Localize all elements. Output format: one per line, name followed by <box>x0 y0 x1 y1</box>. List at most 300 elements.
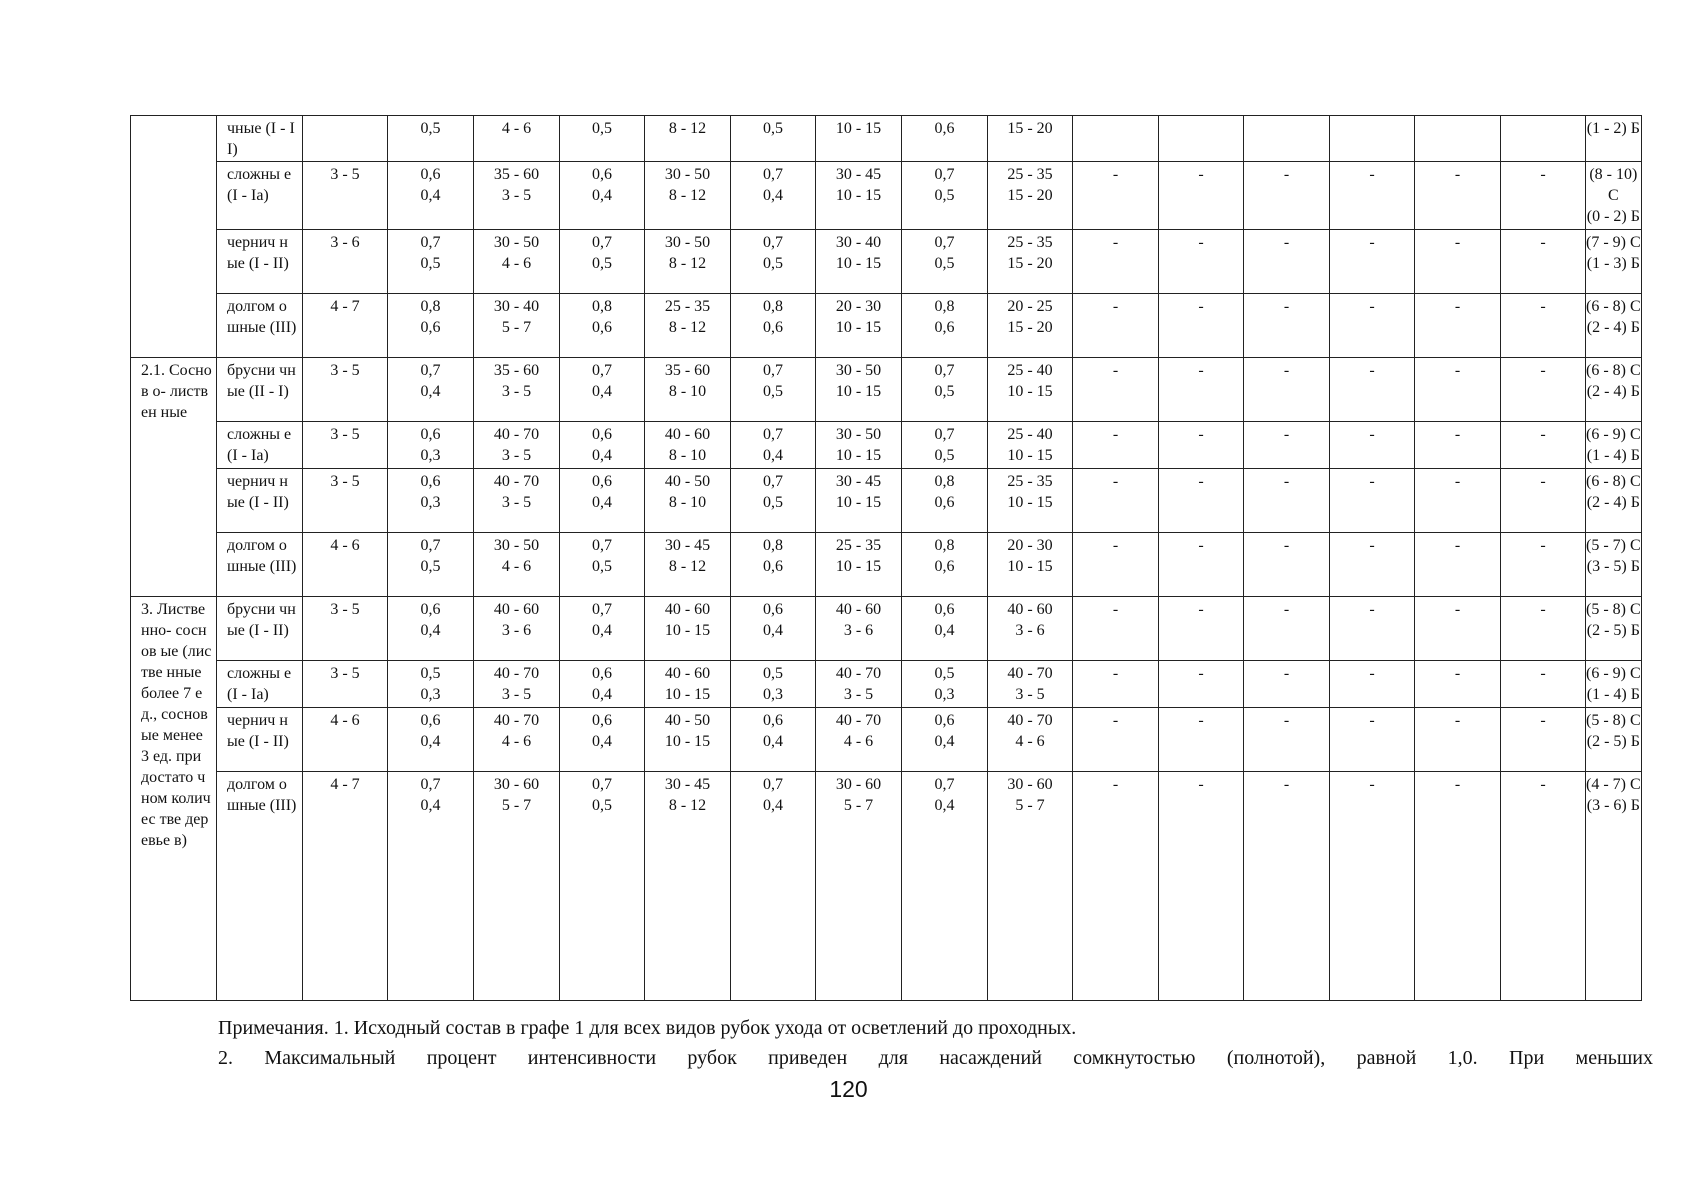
dash-cell <box>1073 116 1159 162</box>
dash-cell: - <box>1501 661 1586 708</box>
value-cell-line: 10 - 15 <box>1007 447 1053 464</box>
dash-cell: - <box>1244 294 1330 358</box>
value-cell-line: 0,4 <box>763 797 783 814</box>
dash-cell: - <box>1073 661 1159 708</box>
value-cell-line: 5 - 7 <box>843 797 874 814</box>
value-cell-line: 35 - 60 <box>493 166 540 183</box>
dash-cell: - <box>1330 162 1415 230</box>
value-cell <box>388 597 474 661</box>
value-cell-line: 0,7 <box>420 537 441 554</box>
dash-cell: - <box>1159 294 1244 358</box>
value-cell <box>560 772 645 1001</box>
value-cell-line: 30 - 45 <box>664 776 711 793</box>
value-cell-line: 0,5 <box>420 665 441 682</box>
value-cell <box>988 358 1073 422</box>
value-cell-line: 0,5 <box>934 255 955 272</box>
value-cell-line: 0,4 <box>763 622 783 639</box>
value-cell <box>474 708 560 772</box>
dash-cell: - <box>1501 358 1586 422</box>
dash-cell: - <box>1330 661 1415 708</box>
value-cell-line: 3 - 5 <box>501 383 532 400</box>
forest-type-cell: чные (I - II) <box>217 116 303 162</box>
value-cell <box>902 533 988 597</box>
composition-line: (2 - 4) Б <box>1586 494 1640 511</box>
value-cell <box>560 116 645 162</box>
value-cell <box>816 597 902 661</box>
value-cell <box>303 116 388 162</box>
value-cell-line: 3 - 6 <box>501 622 532 639</box>
value-cell-line: 0,4 <box>420 383 441 400</box>
dash-cell <box>1159 116 1244 162</box>
forest-type-cell: чернич ные (I - II) <box>217 708 303 772</box>
composition-line: (1 - 4) Б <box>1586 686 1640 703</box>
forest-type-cell: долгом ошные (III) <box>217 772 303 1001</box>
value-cell <box>388 230 474 294</box>
table-row <box>131 230 1642 294</box>
value-cell-line: 35 - 60 <box>664 362 711 379</box>
value-cell <box>988 597 1073 661</box>
value-cell-line: 30 - 60 <box>493 776 540 793</box>
value-cell-line: 0,4 <box>763 447 783 464</box>
group-label-cell: 2.1. Соснов о- листвен ные <box>131 358 217 597</box>
value-cell-line: 0,6 <box>934 712 955 729</box>
value-cell-line: 4 - 6 <box>501 733 532 750</box>
value-cell <box>731 597 816 661</box>
dash-cell <box>1501 116 1586 162</box>
value-cell-line: 0,4 <box>763 187 783 204</box>
composition-cell <box>1586 533 1642 597</box>
value-cell-line: 0,6 <box>592 166 612 183</box>
value-cell-line: 0,4 <box>592 447 612 464</box>
value-cell-line: 0,7 <box>592 234 612 251</box>
value-cell-line: 0,4 <box>592 622 612 639</box>
dash-cell: - <box>1415 661 1501 708</box>
value-cell: 3 - 5 <box>303 661 388 708</box>
value-cell-line: 0,7 <box>420 234 441 251</box>
value-cell <box>645 358 731 422</box>
value-cell-line: 0,6 <box>934 601 955 618</box>
table-row <box>131 469 1642 533</box>
value-cell-line: 30 - 50 <box>835 362 882 379</box>
composition-line: (1 - 3) Б <box>1586 255 1640 272</box>
value-cell-line: 0,5 <box>763 665 783 682</box>
value-cell-line: 20 - 30 <box>1007 537 1053 554</box>
value-cell-line: 40 - 60 <box>1007 601 1053 618</box>
value-cell <box>988 469 1073 533</box>
value-cell <box>645 661 731 708</box>
composition-line: (4 - 7) С <box>1586 776 1641 793</box>
value-cell-line: 0,8 <box>592 298 612 315</box>
value-cell-line: 10 - 15 <box>1007 383 1053 400</box>
dash-cell: - <box>1159 661 1244 708</box>
dash-cell: - <box>1244 469 1330 533</box>
value-cell <box>560 533 645 597</box>
composition-line: (3 - 6) Б <box>1586 797 1640 814</box>
value-cell-line: 30 - 50 <box>664 234 711 251</box>
table-row <box>131 597 1642 661</box>
dash-cell: - <box>1415 294 1501 358</box>
value-cell: 3 - 5 <box>303 469 388 533</box>
value-cell-line: 0,7 <box>592 362 612 379</box>
dash-cell: - <box>1073 230 1159 294</box>
value-cell-line: 0,3 <box>934 686 955 703</box>
forest-type-cell: сложны е (I - Ia) <box>217 162 303 230</box>
value-cell <box>388 294 474 358</box>
value-cell-line: 35 - 60 <box>493 362 540 379</box>
forest-type-cell: брусни чные (I - II) <box>217 597 303 661</box>
composition-line: (6 - 8) С <box>1586 298 1641 315</box>
value-cell <box>645 294 731 358</box>
composition-line: (5 - 7) С <box>1586 537 1641 554</box>
value-cell: 3 - 5 <box>303 162 388 230</box>
value-cell-line: 8 - 12 <box>668 797 707 814</box>
dash-cell: - <box>1159 162 1244 230</box>
value-cell-line: 30 - 50 <box>835 426 882 443</box>
value-cell-line: 0,7 <box>763 426 783 443</box>
dash-cell: - <box>1330 358 1415 422</box>
value-cell-line: 3 - 5 <box>843 686 874 703</box>
value-cell-line: 0,4 <box>934 733 955 750</box>
table-row <box>131 116 1642 162</box>
value-cell-line: 0,6 <box>592 473 612 490</box>
value-cell-line: 0,4 <box>592 187 612 204</box>
value-cell-line: 3 - 5 <box>501 187 532 204</box>
value-cell: 4 - 7 <box>303 772 388 1001</box>
value-cell-line: 0,5 <box>763 255 783 272</box>
dash-cell: - <box>1501 533 1586 597</box>
value-cell-line: 4 - 6 <box>501 255 532 272</box>
value-cell-line: 40 - 70 <box>493 473 540 490</box>
value-cell-line: 25 - 35 <box>1007 234 1053 251</box>
value-cell-line: 0,5 <box>420 255 441 272</box>
value-cell-line: 0,6 <box>763 319 783 336</box>
value-cell <box>816 230 902 294</box>
composition-line: С <box>1607 187 1619 204</box>
dash-cell: - <box>1159 772 1244 1001</box>
value-cell-line: 0,6 <box>763 712 783 729</box>
value-cell-line: 0,5 <box>763 120 783 137</box>
value-cell <box>388 162 474 230</box>
dash-cell: - <box>1415 422 1501 469</box>
value-cell <box>816 708 902 772</box>
value-cell-line: 0,7 <box>934 776 955 793</box>
forest-type-cell: долгом ошные (III) <box>217 294 303 358</box>
value-cell-line: 4 - 6 <box>1015 733 1045 750</box>
value-cell-line: 30 - 40 <box>493 298 540 315</box>
dash-cell: - <box>1159 597 1244 661</box>
value-cell-line: 30 - 60 <box>835 776 882 793</box>
value-cell: 3 - 5 <box>303 358 388 422</box>
value-cell-line: 40 - 70 <box>493 426 540 443</box>
composition-cell <box>1586 469 1642 533</box>
value-cell-line: 15 - 20 <box>1007 255 1053 272</box>
value-cell-line: 0,3 <box>420 494 441 511</box>
value-cell: 3 - 5 <box>303 597 388 661</box>
dash-cell: - <box>1244 162 1330 230</box>
value-cell-line: 40 - 70 <box>835 665 882 682</box>
value-cell-line: 0,4 <box>420 797 441 814</box>
value-cell-line: 15 - 20 <box>1007 120 1053 137</box>
value-cell <box>560 162 645 230</box>
value-cell <box>645 230 731 294</box>
value-cell <box>645 162 731 230</box>
value-cell-line: 25 - 35 <box>1007 473 1053 490</box>
note-2: 2. Максимальный процент интенсивности рубок приведен для насаждений сомкнутостью (полнотой), равной 1,0. При меньших <box>218 1047 1653 1069</box>
value-cell <box>902 422 988 469</box>
value-cell <box>645 597 731 661</box>
composition-cell <box>1586 116 1642 162</box>
dash-cell: - <box>1244 772 1330 1001</box>
value-cell <box>731 533 816 597</box>
value-cell-line: 0,7 <box>763 362 783 379</box>
value-cell-line: 3 - 6 <box>843 622 874 639</box>
value-cell <box>474 422 560 469</box>
composition-cell <box>1586 597 1642 661</box>
value-cell-line: 0,6 <box>420 319 441 336</box>
value-cell-line: 0,5 <box>592 255 612 272</box>
value-cell-line: 10 - 15 <box>664 686 711 703</box>
value-cell-line: 0,6 <box>592 319 612 336</box>
value-cell-line: 0,6 <box>934 494 955 511</box>
dash-cell: - <box>1415 230 1501 294</box>
dash-cell: - <box>1330 772 1415 1001</box>
value-cell <box>902 597 988 661</box>
value-cell <box>388 469 474 533</box>
value-cell <box>731 469 816 533</box>
value-cell-line: 8 - 12 <box>668 120 707 137</box>
value-cell-line: 0,3 <box>763 686 783 703</box>
value-cell-line: 8 - 12 <box>668 187 707 204</box>
value-cell-line: 30 - 45 <box>664 537 711 554</box>
composition-cell <box>1586 661 1642 708</box>
value-cell <box>388 772 474 1001</box>
value-cell-line: 30 - 50 <box>493 537 540 554</box>
dash-cell: - <box>1415 772 1501 1001</box>
forest-type-cell: чернич ные (I - II) <box>217 230 303 294</box>
value-cell-line: 0,5 <box>934 447 955 464</box>
value-cell <box>645 116 731 162</box>
dash-cell <box>1244 116 1330 162</box>
value-cell-line: 0,4 <box>592 686 612 703</box>
dash-cell <box>1415 116 1501 162</box>
value-cell <box>988 162 1073 230</box>
value-cell-line: 0,5 <box>592 558 612 575</box>
composition-line: (7 - 9) С <box>1586 234 1641 251</box>
composition-cell <box>1586 708 1642 772</box>
value-cell <box>645 708 731 772</box>
value-cell-line: 0,4 <box>592 494 612 511</box>
value-cell-line: 4 - 6 <box>501 120 532 137</box>
value-cell-line: 30 - 40 <box>835 234 882 251</box>
value-cell-line: 0,8 <box>763 298 783 315</box>
value-cell <box>645 772 731 1001</box>
value-cell-line: 0,4 <box>420 733 441 750</box>
value-cell <box>988 294 1073 358</box>
dash-cell: - <box>1415 358 1501 422</box>
value-cell <box>902 661 988 708</box>
dash-cell <box>1330 116 1415 162</box>
dash-cell: - <box>1415 162 1501 230</box>
value-cell-line: 0,6 <box>934 558 955 575</box>
value-cell-line: 40 - 50 <box>664 473 711 490</box>
value-cell-line: 10 - 15 <box>835 383 882 400</box>
value-cell <box>731 116 816 162</box>
value-cell-line: 5 - 7 <box>501 797 532 814</box>
dash-cell: - <box>1159 230 1244 294</box>
value-cell-line: 0,4 <box>934 622 955 639</box>
notes <box>218 1013 1653 1073</box>
table-row <box>131 358 1642 422</box>
value-cell-line: 0,7 <box>763 473 783 490</box>
value-cell <box>816 772 902 1001</box>
value-cell-line: 0,7 <box>934 234 955 251</box>
value-cell-line: 0,6 <box>592 665 612 682</box>
table-row <box>131 422 1642 469</box>
value-cell <box>474 116 560 162</box>
value-cell-line: 0,4 <box>420 187 441 204</box>
dash-cell: - <box>1159 533 1244 597</box>
value-cell-line: 0,6 <box>420 601 441 618</box>
value-cell <box>988 116 1073 162</box>
value-cell-line: 30 - 45 <box>835 473 882 490</box>
value-cell-line: 0,7 <box>763 166 783 183</box>
value-cell-line: 0,5 <box>934 187 955 204</box>
value-cell-line: 0,6 <box>420 166 441 183</box>
value-cell <box>474 597 560 661</box>
composition-line: (2 - 4) Б <box>1586 383 1640 400</box>
value-cell-line: 0,7 <box>763 234 783 251</box>
value-cell <box>816 162 902 230</box>
value-cell-line: 25 - 40 <box>1007 362 1053 379</box>
value-cell-line: 5 - 7 <box>501 319 532 336</box>
forest-type-cell: сложны е (I - Ia) <box>217 661 303 708</box>
value-cell-line: 0,5 <box>420 120 441 137</box>
value-cell-line: 15 - 20 <box>1007 319 1053 336</box>
value-cell-line: 0,7 <box>934 166 955 183</box>
value-cell <box>988 661 1073 708</box>
dash-cell: - <box>1159 422 1244 469</box>
dash-cell: - <box>1244 597 1330 661</box>
value-cell: 4 - 6 <box>303 533 388 597</box>
dash-cell: - <box>1415 469 1501 533</box>
value-cell-line: 8 - 10 <box>668 494 707 511</box>
value-cell <box>988 533 1073 597</box>
value-cell-line: 0,6 <box>934 120 955 137</box>
value-cell-line: 0,7 <box>420 362 441 379</box>
composition-line: (1 - 4) Б <box>1586 447 1640 464</box>
value-cell-line: 10 - 15 <box>835 187 882 204</box>
value-cell-line: 10 - 15 <box>835 447 882 464</box>
value-cell <box>731 358 816 422</box>
dash-cell: - <box>1073 533 1159 597</box>
value-cell-line: 20 - 25 <box>1007 298 1053 315</box>
dash-cell: - <box>1073 162 1159 230</box>
value-cell-line: 0,5 <box>592 120 612 137</box>
dash-cell: - <box>1501 597 1586 661</box>
value-cell <box>645 422 731 469</box>
value-cell-line: 0,7 <box>592 776 612 793</box>
value-cell-line: 0,7 <box>592 537 612 554</box>
value-cell-line: 10 - 15 <box>835 494 882 511</box>
value-cell <box>474 230 560 294</box>
value-cell <box>474 358 560 422</box>
value-cell <box>731 772 816 1001</box>
value-cell <box>474 294 560 358</box>
value-cell <box>902 708 988 772</box>
value-cell-line: 0,6 <box>592 426 612 443</box>
dash-cell: - <box>1244 708 1330 772</box>
value-cell <box>388 358 474 422</box>
value-cell-line: 30 - 60 <box>1007 776 1053 793</box>
composition-line: (8 - 10) <box>1589 166 1638 183</box>
value-cell <box>731 294 816 358</box>
dash-cell: - <box>1073 469 1159 533</box>
value-cell-line: 0,8 <box>934 473 955 490</box>
value-cell-line: 0,6 <box>420 426 441 443</box>
value-cell <box>560 230 645 294</box>
value-cell-line: 8 - 12 <box>668 558 707 575</box>
value-cell-line: 25 - 35 <box>1007 166 1053 183</box>
value-cell-line: 0,6 <box>934 319 955 336</box>
value-cell-line: 0,4 <box>592 733 612 750</box>
value-cell-line: 0,7 <box>592 601 612 618</box>
value-cell <box>731 230 816 294</box>
group-label-cell: 3. Листве нно- соснов ые (листве нные более 7 ед., соснов ые менее 3 ед. при достато чном количес тве деревье в) <box>131 597 217 1001</box>
value-cell <box>560 708 645 772</box>
table-row <box>131 294 1642 358</box>
value-cell-line: 3 - 5 <box>1015 686 1045 703</box>
dash-cell: - <box>1073 708 1159 772</box>
dash-cell: - <box>1501 230 1586 294</box>
value-cell-line: 3 - 5 <box>501 494 532 511</box>
value-cell <box>560 294 645 358</box>
value-cell <box>645 533 731 597</box>
value-cell <box>560 422 645 469</box>
dash-cell: - <box>1073 772 1159 1001</box>
composition-line: (6 - 9) С <box>1586 426 1641 443</box>
value-cell-line: 0,4 <box>592 383 612 400</box>
value-cell <box>988 772 1073 1001</box>
value-cell-line: 0,8 <box>934 298 955 315</box>
value-cell-line: 0,7 <box>934 362 955 379</box>
table-row <box>131 661 1642 708</box>
value-cell <box>388 708 474 772</box>
dash-cell: - <box>1330 597 1415 661</box>
composition-line: (5 - 8) С <box>1586 601 1641 618</box>
dash-cell: - <box>1244 358 1330 422</box>
table-row <box>131 533 1642 597</box>
table-row <box>131 708 1642 772</box>
value-cell-line: 0,6 <box>420 473 441 490</box>
value-cell-line: 25 - 35 <box>835 537 882 554</box>
value-cell <box>560 661 645 708</box>
composition-cell <box>1586 772 1642 1001</box>
composition-line: (1 - 2) Б <box>1586 120 1640 137</box>
value-cell <box>731 708 816 772</box>
value-cell-line: 0,5 <box>934 665 955 682</box>
value-cell <box>474 661 560 708</box>
value-cell <box>816 533 902 597</box>
forest-type-cell: чернич ные (I - II) <box>217 469 303 533</box>
value-cell-line: 10 - 15 <box>1007 494 1053 511</box>
composition-cell <box>1586 162 1642 230</box>
value-cell-line: 0,5 <box>592 797 612 814</box>
value-cell-line: 4 - 6 <box>843 733 874 750</box>
dash-cell: - <box>1501 708 1586 772</box>
value-cell-line: 0,7 <box>934 426 955 443</box>
value-cell-line: 0,6 <box>592 712 612 729</box>
value-cell-line: 10 - 15 <box>835 558 882 575</box>
